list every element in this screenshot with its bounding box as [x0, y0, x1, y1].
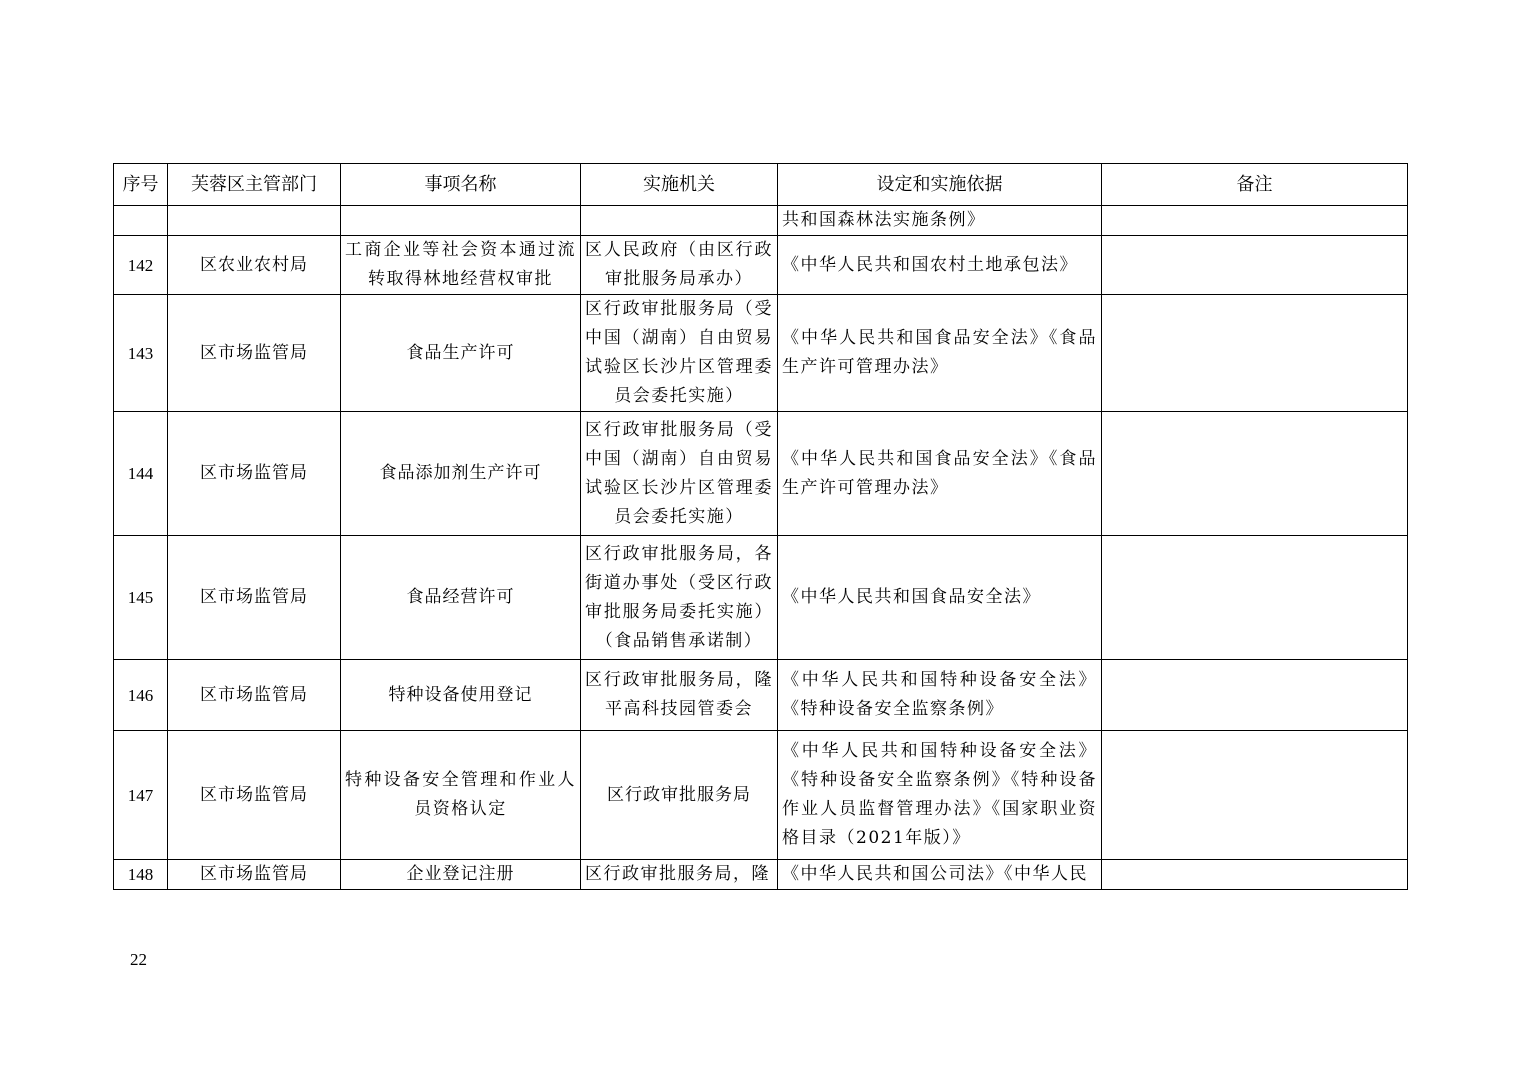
- table-row: [114, 536, 1408, 660]
- cell-basis: 《中华人民共和国食品安全法》: [778, 536, 1102, 660]
- cell-item: 特种设备使用登记: [341, 660, 581, 731]
- cell-item: 工商企业等社会资本通过流转取得林地经营权审批: [341, 236, 581, 295]
- page-number: 22: [130, 950, 147, 969]
- cell-seq: 146: [114, 660, 168, 731]
- header-authority: 实施机关: [581, 164, 778, 206]
- cell-dept: 区市场监管局: [168, 412, 341, 536]
- cell-remark: [1102, 236, 1408, 295]
- table-row: [114, 412, 1408, 536]
- table-row: [114, 206, 1408, 236]
- cell-authority: 区行政审批服务局（受中国（湖南）自由贸易试验区长沙片区管理委员会委托实施）: [581, 412, 778, 536]
- cell-authority: 区行政审批服务局，隆: [581, 860, 778, 890]
- cell-dept: 区市场监管局: [168, 860, 341, 890]
- cell-item: 特种设备安全管理和作业人员资格认定: [341, 731, 581, 860]
- cell-seq: 145: [114, 536, 168, 660]
- cell-dept: 区市场监管局: [168, 536, 341, 660]
- cell-basis: 《中华人民共和国特种设备安全法》《特种设备安全监察条例》: [778, 660, 1102, 731]
- cell-item: 企业登记注册: [341, 860, 581, 890]
- header-item: 事项名称: [341, 164, 581, 206]
- cell-basis: 《中华人民共和国食品安全法》《食品生产许可管理办法》: [778, 412, 1102, 536]
- header-dept: 芙蓉区主管部门: [168, 164, 341, 206]
- cell-remark: [1102, 206, 1408, 236]
- cell-remark: [1102, 295, 1408, 412]
- cell-basis: 《中华人民共和国农村土地承包法》: [778, 236, 1102, 295]
- cell-basis: 《中华人民共和国公司法》《中华人民: [778, 860, 1102, 890]
- cell-seq: [114, 206, 168, 236]
- cell-seq: 148: [114, 860, 168, 890]
- cell-dept: 区市场监管局: [168, 660, 341, 731]
- cell-remark: [1102, 731, 1408, 860]
- cell-authority: 区人民政府（由区行政审批服务局承办）: [581, 236, 778, 295]
- cell-authority: 区行政审批服务局，隆平高科技园管委会: [581, 660, 778, 731]
- cell-dept: 区市场监管局: [168, 731, 341, 860]
- cell-remark: [1102, 660, 1408, 731]
- cell-remark: [1102, 412, 1408, 536]
- cell-dept: 区市场监管局: [168, 295, 341, 412]
- approval-items-table: [113, 163, 1408, 890]
- cell-authority: [581, 206, 778, 236]
- cell-authority: 区行政审批服务局（受中国（湖南）自由贸易试验区长沙片区管理委员会委托实施）: [581, 295, 778, 412]
- cell-remark: [1102, 536, 1408, 660]
- cell-dept: 区农业农村局: [168, 236, 341, 295]
- table-row: [114, 660, 1408, 731]
- cell-seq: 142: [114, 236, 168, 295]
- cell-authority: 区行政审批服务局: [581, 731, 778, 860]
- cell-basis: 《中华人民共和国食品安全法》《食品生产许可管理办法》: [778, 295, 1102, 412]
- cell-item: [341, 206, 581, 236]
- cell-basis: 《中华人民共和国特种设备安全法》《特种设备安全监察条例》《特种设备作业人员监督管理办法》《国家职业资格目录（2021年版）》: [778, 731, 1102, 860]
- cell-item: 食品经营许可: [341, 536, 581, 660]
- header-basis: 设定和实施依据: [778, 164, 1102, 206]
- cell-basis: 共和国森林法实施条例》: [778, 206, 1102, 236]
- cell-remark: [1102, 860, 1408, 890]
- header-remark: 备注: [1102, 164, 1408, 206]
- cell-dept: [168, 206, 341, 236]
- cell-seq: 147: [114, 731, 168, 860]
- cell-item: 食品生产许可: [341, 295, 581, 412]
- table-row: [114, 860, 1408, 890]
- table-row: [114, 731, 1408, 860]
- table-row: [114, 295, 1408, 412]
- header-seq: 序号: [114, 164, 168, 206]
- cell-seq: 144: [114, 412, 168, 536]
- table-header-row: [114, 164, 1408, 206]
- table-row: [114, 236, 1408, 295]
- cell-authority: 区行政审批服务局，各街道办事处（受区行政审批服务局委托实施）（食品销售承诺制）: [581, 536, 778, 660]
- cell-seq: 143: [114, 295, 168, 412]
- cell-item: 食品添加剂生产许可: [341, 412, 581, 536]
